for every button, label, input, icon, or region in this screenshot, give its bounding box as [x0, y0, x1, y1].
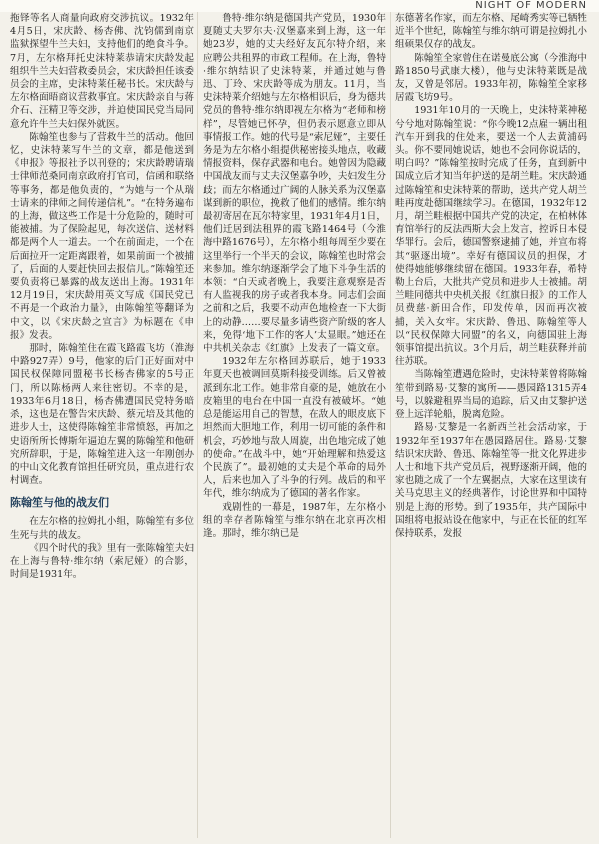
- section-heading: 陈翰笙与他的战友们: [10, 496, 109, 510]
- paragraph: 那时，陈翰笙住在霞飞路霞飞坊（淮海中路927弄）9号，他家的后门正好面对中国民权保障同盟秘书长杨杏佛家的5号正门，所以陈杨两人来往密切。不幸的是，1933年6月18日，杨杏佛遭国民党特务暗杀，这也是在警告宋庆龄、蔡元培及其他的进步人士，这使得陈翰笙非常愤怒，再加之史语所所长傅斯年逼迫左翼的陈翰笙和他研究所辞职，于是，陈翰笙进入这一年刚创办的中山文化教育馆担任研究员，重点进行农村调查。: [10, 343, 194, 487]
- paragraph: 东德著名作家，而左尔格、尾崎秀实等已牺牲近半个世纪，陈翰笙与维尔纳可谓是拉姆扎小组硕果仅存的战友。: [395, 13, 587, 51]
- paragraph: 鲁特·维尔纳是德国共产党员，1930年夏随丈夫罗尔夫·汉堡嘉来到上海，这一年她23岁，她的丈夫经好友瓦尔特介绍，来应聘公共租界的市政工程师。在上海，鲁特·维尔纳结识了史沫特莱，并通过她与鲁迅、丁玲、宋庆龄等成为朋友。11月，当史沫特莱介绍她与左尔格相识后，身为德共党员的鲁特·维尔纳即视左尔格为“老师和榜样”，尽管她已怀孕，但仍表示愿意立即从事情报工作。她的代号是“索尼娅”，主要任务是为左尔格小组提供秘密接头地点，收藏情报资料，保存武器和电台。她曾因为隐藏中国战友而与丈夫汉堡嘉争吵，夫妇发生分歧；而左尔格通过广阔的人脉关系为汉堡嘉谋到新的职位，挽救了他们的感情。维尔纳最初寄居在瓦尔特家里，1931年4月1日，他们迁居到法租界的霞飞路1464号（今淮海中路1676号），左尔格小组每周至少要在这里举行一个半天的会议，陈翰笙也时常会来参加。维尔纳逐渐学会了地下斗争生活的本领：“白天或者晚上，我要注意观察是否有人监视我的房子或者我本身。同志们会面之前和之后，我要不动声色地检查一下大街上的动静……要尽量多请些资产阶级的客人来，免得‘地下工作的客人’太显眼。”她还在中共机关杂志《红旗》上发表了一篇文章。: [203, 13, 386, 355]
- paragraph: 拖铎等名人商量向政府交涉抗议。1932年4月5日，宋庆龄、杨杏佛、沈钧儒到南京监狱探望牛兰夫妇，支持他们的绝食斗争。7月，左尔格拜托史沫特莱恭请宋庆龄发起组织牛兰夫妇营救委员会，宋庆龄担任该委员会的主席，史沫特莱任秘书长。宋庆龄与左尔格面晤商议营救事宜。宋庆龄亲自与蒋介石、汪精卫等交涉，并迫使国民党当局同意允许牛兰夫妇保外就医。: [10, 13, 194, 130]
- header-title: NIGHT OF MODERN: [475, 0, 587, 11]
- paragraph: 当陈翰笙遭遇危险时，史沫特莱曾将陈翰笙带到路易·艾黎的寓所——愚园路1315弄4号，以躲避租界当局的追踪，后又由艾黎护送登上远洋轮船，脱离危险。: [395, 369, 587, 421]
- paragraph: 在左尔格的拉姆扎小组，陈翰笙有多位生死与共的战友。: [10, 516, 194, 541]
- text-column-3: [395, 12, 587, 840]
- paragraph: 陈翰笙全家曾住在诺曼底公寓（今淮海中路1850号武康大楼），他与史沫特莱既是战友，又曾是邻居。1933年初，陈翰笙全家移居霞飞坊9号。: [395, 52, 587, 104]
- column-divider: [390, 12, 391, 838]
- page-header: [0, 0, 599, 12]
- paragraph: 1932年左尔格回苏联后，她于1933年夏天也被调回莫斯科接受训练。后又曾被派到东北工作。她非常自豪的是，她放在小皮箱里的电台在中国一直没有被破坏。“她总是能运用自己的智慧，在敌人的眼皮底下坦然而大胆地工作，利用一切可能的条件和机会，巧妙地与敌人周旋，出色地完成了她的使命。”在战斗中，她“开始理解和热爱这个民族了”。最初她的丈夫是个革命的局外人，后来也加入了斗争的行列。战后的和平年代，维尔纳成为了德国的著名作家。: [203, 356, 386, 500]
- paragraph: 1931年10月的一天晚上，史沫特莱神秘兮兮地对陈翰笙说：“你今晚12点雇一辆出租汽车开到我的住处来，要送一个人去黄浦码头。你不要同她说话，她也不会同你说话的，明白吗？”陈翰笙按时完成了任务，直到新中国成立后才知当年护送的是胡兰畦。宋庆龄通过陈翰笙和史沫特莱的帮助，送共产党人胡兰畦再度赴德国继续学习。在德国，1932年12月，胡兰畦根据中国共产党的决定，在柏林体育馆举行的反法西斯大会上发言，控诉日本侵华罪行。会后，德国警察逮捕了她，并宣布将其“驱逐出境”。幸好有德国议员的担保，才使得她能够继续留在德国。1933年春，希特勒上台后，大批共产党员和进步人士被捕。胡兰畦同德共中央机关报《红旗日报》的工作人员费慈·新田合作，印发传单，因而再次被捕，关入女牢。宋庆龄、鲁迅、陈翰笙等人以“民权保障大同盟”的名义，向德国驻上海领事馆提出抗议。3个月后，胡兰畦获释并前往苏联。: [395, 105, 587, 368]
- text-column-2: [203, 12, 386, 840]
- paragraph: 陈翰笙也参与了营救牛兰的活动。他回忆，史沫特莱写牛兰的文章，都是他送到《申报》等报社予以刊登的；宋庆龄聘请瑞士律师范桑同南京政府打官司，信函和联络等事务，都是他负责的，“为她与一个从瑞士请来的律师之间传递信札”。“在特务遍布的上海，做这些工作是十分危险的，随时可能被捕。为了保险起见，每次送信、送材料都是两个人一道去。一个在前面走，一个在后面拉开一定距离跟着，如果前面一个被捕了，后面的人要赶快回去报信儿。”陈翰笙还要负责将已暴露的战友送出上海。1931年12月19日，宋庆龄用英文写成《国民党已不再是一个政治力量》，由陈翰笙等翻译为中文，以《宋庆龄之宣言》为标题在《申报》发表。: [10, 131, 194, 341]
- paragraph: 《四个时代的我》里有一张陈翰笙夫妇在上海与鲁特·维尔纳（索尼娅）的合影，时间是1931年。: [10, 542, 194, 581]
- text-column-1: [10, 12, 194, 840]
- paragraph: 路易·艾黎是一名新西兰社会活动家，于1932年至1937年在愚园路居住。路易·艾黎结识宋庆龄、鲁迅、陈翰笙等一批文化界进步人士和地下共产党员后，视野逐渐开阔，他的家也随之成了一个左翼据点，大家在这里读有关马克思主义的经典著作，讨论世界和中国特别是上海的形势。到了1935年，共产国际中国组将电报站设在他家中，与正在长征的红军保持联系，发报: [395, 422, 587, 539]
- column-divider: [197, 12, 198, 838]
- paragraph: 戏剧性的一幕是，1987年，左尔格小组的幸存者陈翰笙与维尔纳在北京再次相逢。那时，维尔纳已是: [203, 501, 386, 539]
